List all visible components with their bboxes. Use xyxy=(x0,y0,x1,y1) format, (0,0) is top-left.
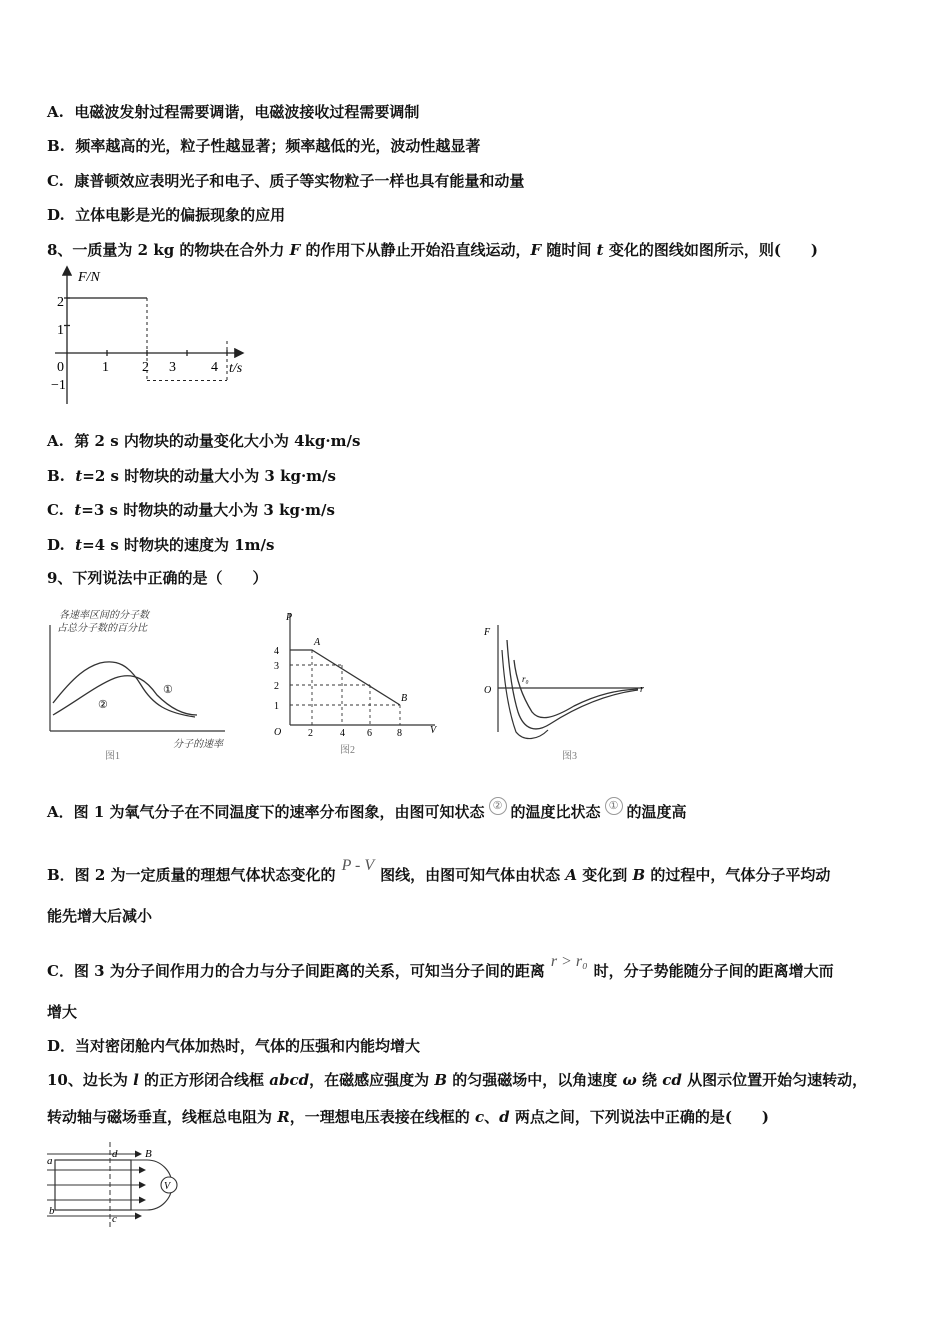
label-b: b xyxy=(49,1205,55,1217)
r-axis-label: r xyxy=(640,684,644,695)
y-tick-3: 3 xyxy=(274,661,279,672)
rotating-coil-figure xyxy=(45,1140,195,1232)
y-tick-4: 4 xyxy=(274,646,279,657)
ab-line xyxy=(290,650,400,705)
force-time-graph xyxy=(45,264,260,409)
q9-option-a: A．图 1 为氧气分子在不同温度下的速率分布图象，由图可知状态 ② 的温度比状态 ① 的温度高 xyxy=(47,799,687,821)
point-a-label: A xyxy=(314,637,321,648)
q7-option-b: B. 频率越高的光，粒子性越显著；频率越低的光，波动性越显著 xyxy=(47,137,481,155)
q9-stem: 9、下列说法中正确的是（ ） xyxy=(47,569,268,587)
x-tick-4: 4 xyxy=(211,360,218,375)
fig2-caption: 图2 xyxy=(340,745,355,756)
q8-option-b: B. t=2 s 时物块的动量大小为 3 kg·m/s xyxy=(47,467,336,485)
x-tick-3: 3 xyxy=(169,360,176,375)
f-axis-label: F xyxy=(484,627,491,638)
origin-label: 0 xyxy=(57,360,64,375)
fig1-ylabel-2: 占总分子数的百分比 xyxy=(57,623,147,634)
x-tick-1: 1 xyxy=(102,360,109,375)
y-tick-1: 1 xyxy=(274,701,279,712)
q9-option-b-cont: 能先增大后减小 xyxy=(47,907,153,925)
r0-label: r₀ xyxy=(522,674,529,684)
y-tick-2: 2 xyxy=(57,295,64,310)
x-tick-2: 2 xyxy=(142,360,149,375)
q8-stem: 8、一质量为 2 kg 的物块在合外力 F 的作用下从静止开始沿直线运动，F 随时间 t 变化的图线如图所示，则( ) xyxy=(47,241,819,259)
x-tick-8: 8 xyxy=(397,728,402,739)
q8-option-a: A. 第 2 s 内物块的动量变化大小为 4kg·m/s xyxy=(47,432,361,450)
label-d: d xyxy=(112,1148,118,1160)
q7-option-d: D. 立体电影是光的偏振现象的应用 xyxy=(47,206,286,224)
curve-2-label: ② xyxy=(98,699,108,711)
curve-1-label: ① xyxy=(163,684,173,696)
v-axis-label: V xyxy=(430,725,437,736)
fig3-origin: O xyxy=(484,685,492,696)
label-c: c xyxy=(112,1213,117,1225)
voltmeter-label: V xyxy=(164,1181,171,1192)
q10-stem-line1: 10、边长为 l 的正方形闭合线框 abcd，在磁感应强度为 B 的匀强磁场中，以角速度 ω 绕 cd 从图示位置开始匀速转动， xyxy=(47,1071,868,1089)
speed-distribution-figure xyxy=(45,605,240,763)
q8-option-d: D. t=4 s 时物块的速度为 1m/s xyxy=(47,536,275,554)
q9-option-b: B．图 2 为一定质量的理想气体状态变化的P - V图线，由图可知气体由状态 A 变化到 B 的过程中，气体分子平均动 xyxy=(47,857,831,884)
q10-stem-line2: 转动轴与磁场垂直，线框总电阻为 R，一理想电压表接在线框的 c、d 两点之间，下列说法中正确的是( ) xyxy=(47,1108,770,1126)
label-a: a xyxy=(47,1155,53,1167)
y-tick-1: 1 xyxy=(57,323,64,338)
pv-diagram-figure xyxy=(270,605,445,763)
q9-option-d: D．当对密闭舱内气体加热时，气体的压强和内能均增大 xyxy=(47,1037,421,1055)
y-tick-neg1: −1 xyxy=(51,378,66,393)
p-axis-label: P xyxy=(286,612,293,623)
x-axis-label: t/s xyxy=(229,361,243,376)
molecular-force-figure xyxy=(478,620,653,763)
x-tick-6: 6 xyxy=(367,728,372,739)
curve-1 xyxy=(53,676,197,715)
q9-option-c-cont: 增大 xyxy=(47,1003,78,1021)
q8-option-c: C. t=3 s 时物块的动量大小为 3 kg·m/s xyxy=(47,501,335,519)
x-tick-2: 2 xyxy=(308,728,313,739)
fig1-xlabel: 分子的速率 xyxy=(173,739,223,750)
q9-option-c: C．图 3 为分子间作用力的合力与分子间距离的关系，可知当分子间的距离r > r₀时，分子势能随分子间的距离增大而 xyxy=(47,953,834,980)
point-b-label: B xyxy=(401,693,408,704)
repulsive-curve xyxy=(507,640,638,729)
fig1-caption: 图1 xyxy=(105,751,120,762)
q7-option-a: A. 电磁波发射过程需要调谐，电磁波接收过程需要调制 xyxy=(47,103,420,121)
fig1-ylabel-1: 各速率区间的分子数 xyxy=(59,610,149,621)
q7-option-c: C. 康普顿效应表明光子和电子、质子等实物粒子一样也具有能量和动量 xyxy=(47,172,525,190)
y-axis-label: F/N xyxy=(78,270,100,285)
fig3-caption: 图3 xyxy=(562,751,577,762)
y-tick-2: 2 xyxy=(274,681,279,692)
label-field-b: B xyxy=(145,1148,152,1160)
x-tick-4: 4 xyxy=(340,728,345,739)
fig2-origin: O xyxy=(274,727,282,738)
